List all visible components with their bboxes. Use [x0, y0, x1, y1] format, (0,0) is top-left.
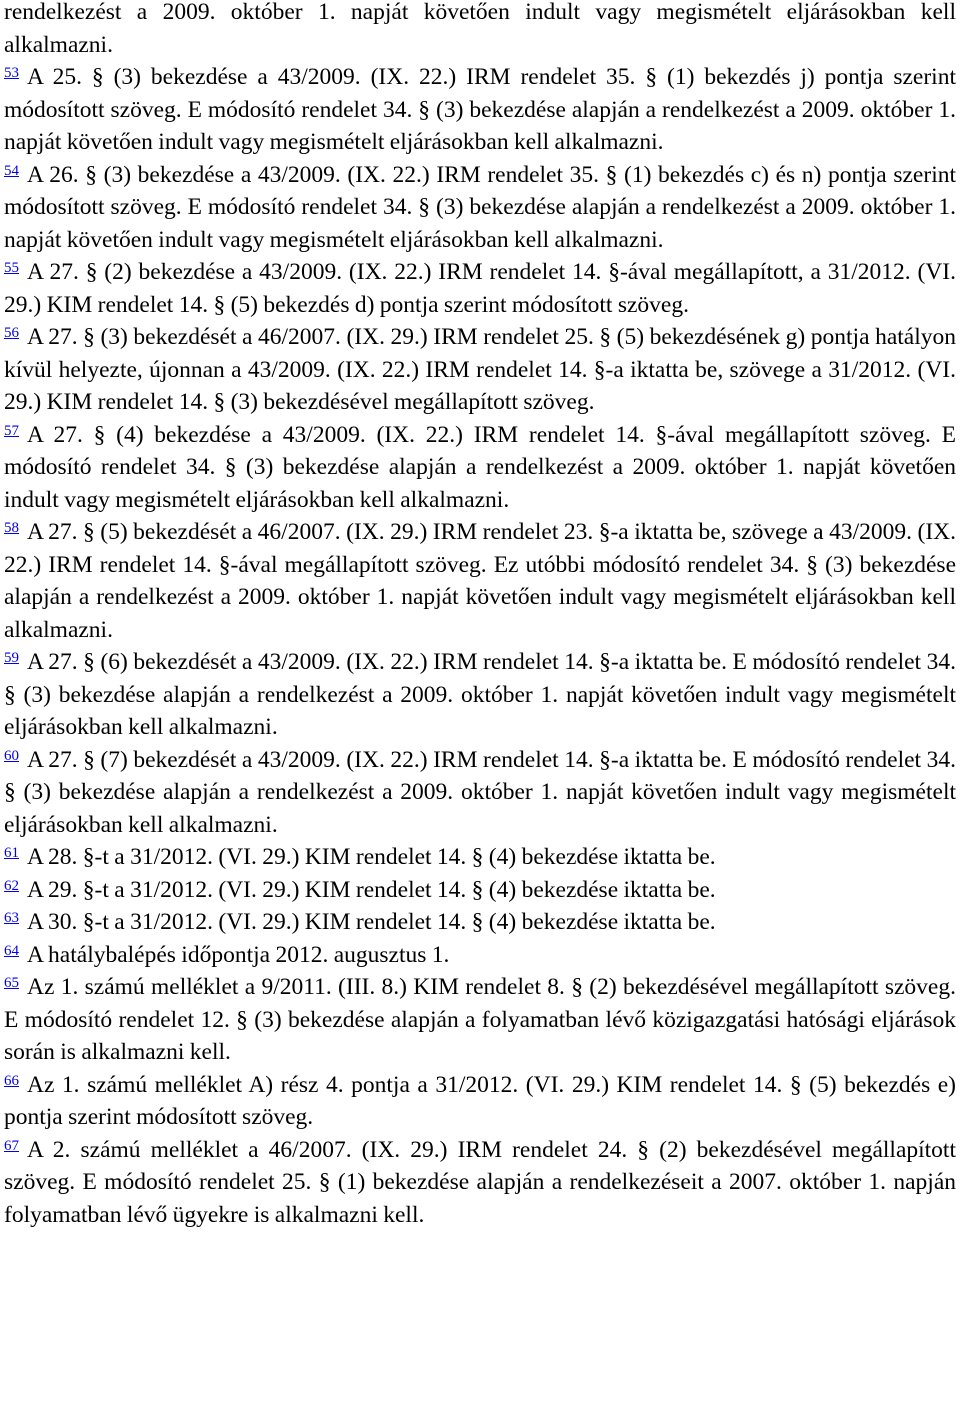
- footnote: [4, 159, 956, 257]
- footnote-number-link[interactable]: 53: [4, 65, 19, 81]
- footnote-text: A 27. § (7) bekezdését a 43/2009. (IX. 22.) IRM rendelet 14. §-a iktatta be. E módosító rendelet 34. § (3) bekezdése alapján a rendelkezést a 2009. október 1. napját követően indult vagy megismételt eljárásokban kell alkalmazni.: [4, 746, 956, 838]
- footnote-number-link[interactable]: 64: [4, 942, 19, 959]
- footnote: [4, 516, 956, 646]
- footnote-number-link[interactable]: 62: [4, 877, 19, 894]
- footnote-text: A hatálybalépés időpontja 2012. augusztus 1.: [27, 941, 450, 968]
- footnote: [4, 1134, 956, 1232]
- footnote: [4, 971, 956, 1069]
- footnote-text: Az 1. számú melléklet a 9/2011. (III. 8.) KIM rendelet 8. § (2) bekezdésével megállapított szöveg. E módosító rendelet 12. § (3) bekezdése alapján a folyamatban lévő közigazgatási hatósági eljárások során is alkalmazni kell.: [4, 974, 956, 1065]
- footnote-continuation: [4, 0, 956, 61]
- footnote-text: A 25. § (3) bekezdése a 43/2009. (IX. 22.) IRM rendelet 35. § (1) bekezdés j) pontja szerint módosított szöveg. E módosító rendelet 34. § (3) bekezdése alapján a rendelkezést a 2009. október 1. napját követően indult vagy megismételt eljárásokban kell alkalmazni.: [4, 64, 956, 155]
- footnote-text: A 27. § (4) bekezdése a 43/2009. (IX. 22.) IRM rendelet 14. §-ával megállapított szöveg. E módosító rendelet 34. § (3) bekezdése alapján a rendelkezést a 2009. október 1. napját követően indult vagy megismételt eljárásokban kell alkalmazni.: [4, 421, 956, 513]
- footnote-number-link[interactable]: 56: [4, 325, 19, 341]
- footnote-number-link[interactable]: 60: [4, 747, 19, 764]
- footnote-text: A 26. § (3) bekezdése a 43/2009. (IX. 22.) IRM rendelet 35. § (1) bekezdés c) és n) pontja szerint módosított szöveg. E módosító rendelet 34. § (3) bekezdése alapján a rendelkezést a 2009. október 1. napját követően indult vagy megismételt eljárásokban kell alkalmazni.: [4, 161, 956, 253]
- footnote: [4, 419, 956, 517]
- footnote: [4, 939, 956, 972]
- footnote-number-link[interactable]: 59: [4, 650, 19, 666]
- footnote-number-link[interactable]: 58: [4, 520, 19, 536]
- footnote-text: A 30. §-t a 31/2012. (VI. 29.) KIM rendelet 14. § (4) bekezdése iktatta be.: [27, 909, 716, 935]
- footnote-number-link[interactable]: 54: [4, 162, 19, 179]
- footnote-text: A 27. § (2) bekezdése a 43/2009. (IX. 22.) IRM rendelet 14. §-ával megállapított, a 31/2012. (VI. 29.) KIM rendelet 14. § (5) bekezdés d) pontja szerint módosított szöveg.: [4, 259, 956, 318]
- footnote: [4, 256, 956, 321]
- footnote-number-link[interactable]: 67: [4, 1137, 19, 1154]
- footnote-number-link[interactable]: 57: [4, 422, 19, 439]
- footnote-number-link[interactable]: 61: [4, 845, 19, 861]
- footnote-text: A 29. §-t a 31/2012. (VI. 29.) KIM rendelet 14. § (4) bekezdése iktatta be.: [27, 876, 716, 903]
- footnote-text: rendelkezést a 2009. október 1. napját követően indult vagy megismételt eljárásokban kell alkalmazni.: [4, 0, 956, 58]
- footnote: [4, 321, 956, 419]
- footnote-text: A 27. § (5) bekezdését a 46/2007. (IX. 29.) IRM rendelet 23. §-a iktatta be, szövege a 43/2009. (IX. 22.) IRM rendelet 14. §-ával megállapított szöveg. Ez utóbbi módosító rendelet 34. § (3) bekezdése alapján a rendelkezést a 2009. október 1. napját követően indult vagy megismételt eljárásokban kell alkalmazni.: [4, 519, 956, 643]
- footnote-text: A 2. számú melléklet a 46/2007. (IX. 29.) IRM rendelet 24. § (2) bekezdésével megállapított szöveg. E módosító rendelet 25. § (1) bekezdése alapján a rendelkezéseit a 2007. október 1. napján folyamatban lévő ügyekre is alkalmazni kell.: [4, 1136, 956, 1228]
- footnote: [4, 906, 956, 939]
- footnote: [4, 1069, 956, 1134]
- footnote: [4, 744, 956, 842]
- footnote-number-link[interactable]: 65: [4, 975, 19, 991]
- footnote-text: A 28. §-t a 31/2012. (VI. 29.) KIM rendelet 14. § (4) bekezdése iktatta be.: [27, 844, 716, 870]
- footnote-number-link[interactable]: 63: [4, 910, 19, 926]
- footnote: [4, 841, 956, 874]
- footnote-number-link[interactable]: 66: [4, 1072, 19, 1089]
- footnote-text: A 27. § (3) bekezdését a 46/2007. (IX. 29.) IRM rendelet 25. § (5) bekezdésének g) pontja hatályon kívül helyezte, újonnan a 43/2009. (IX. 22.) IRM rendelet 14. §-a iktatta be, szövege a 31/2012. (VI. 29.) KIM rendelet 14. § (3) bekezdésével megállapított szöveg.: [4, 324, 956, 415]
- footnotes-page: [4, 0, 956, 1231]
- footnote: [4, 646, 956, 744]
- footnote-text: A 27. § (6) bekezdését a 43/2009. (IX. 22.) IRM rendelet 14. §-a iktatta be. E módosító rendelet 34. § (3) bekezdése alapján a rendelkezést a 2009. október 1. napját követően indult vagy megismételt eljárásokban kell alkalmazni.: [4, 649, 956, 740]
- footnote: [4, 874, 956, 907]
- footnote-text: Az 1. számú melléklet A) rész 4. pontja a 31/2012. (VI. 29.) KIM rendelet 14. § (5) bekezdés e) pontja szerint módosított szöveg.: [4, 1071, 956, 1130]
- footnote-number-link[interactable]: 55: [4, 260, 19, 276]
- footnote: [4, 61, 956, 159]
